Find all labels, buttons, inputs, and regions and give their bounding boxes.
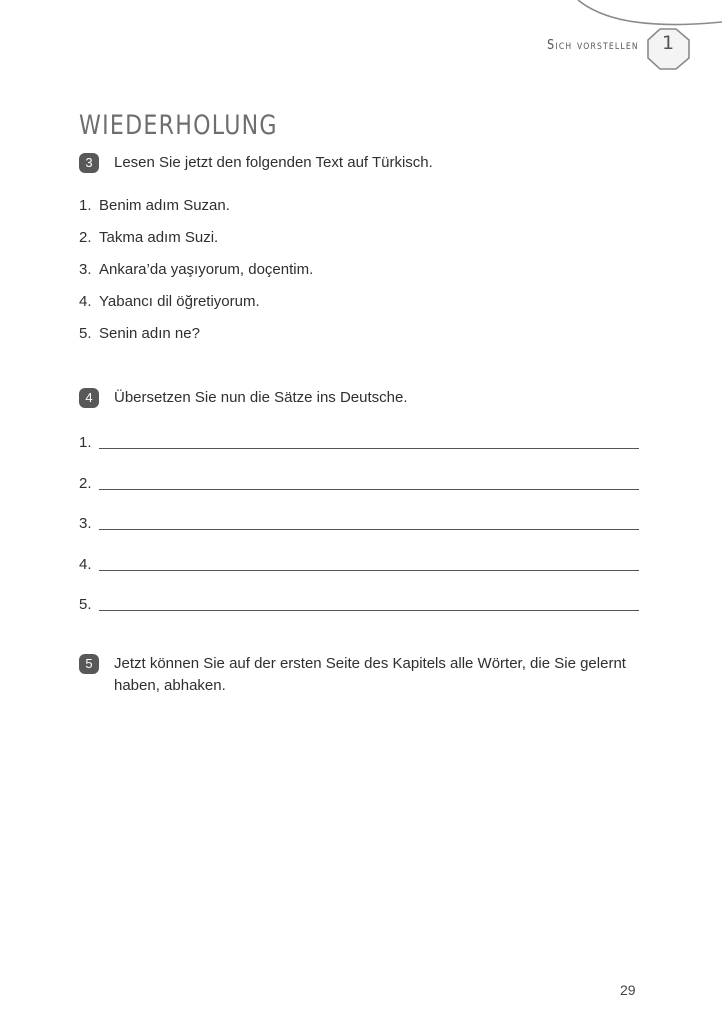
answer-line[interactable] [99, 554, 639, 571]
answer-line[interactable] [99, 473, 639, 490]
header-curve-line [578, 0, 722, 25]
answer-row: 2. [79, 469, 639, 493]
exercise-instruction: Lesen Sie jetzt den folgenden Text auf Türkisch. [114, 154, 433, 171]
list-item: 5. Senin adın ne? [79, 323, 313, 355]
answer-row: 3. [79, 509, 639, 533]
sentence-list [79, 195, 313, 355]
list-item: 2. Takma adım Suzi. [79, 227, 313, 259]
answer-row: 5. [79, 590, 639, 614]
chapter-number: 1 [661, 32, 675, 54]
sentence-text: Yabancı dil öğretiyorum. [99, 293, 260, 310]
section-heading: WIEDERHOLUNG [79, 110, 278, 141]
list-item: 4. Yabancı dil öğretiyorum. [79, 291, 313, 323]
sentence-text: Senin adın ne? [99, 325, 200, 342]
exercise-4 [79, 387, 639, 409]
exercise-5 [79, 653, 639, 697]
page-number: 29 [620, 982, 636, 998]
chapter-title: Sich vorstellen [547, 38, 639, 53]
exercise-number-badge: 3 [79, 153, 99, 173]
exercise-number-badge: 5 [79, 654, 99, 674]
sentence-text: Ankara’da yaşıyorum, doçentim. [99, 261, 314, 278]
exercise-3 [79, 152, 639, 174]
answer-row: 1. [79, 428, 639, 452]
sentence-text: Benim adım Suzan. [99, 197, 230, 214]
answer-line[interactable] [99, 594, 639, 611]
exercise-number-badge: 4 [79, 388, 99, 408]
sentence-text: Takma adım Suzi. [99, 229, 219, 246]
answer-line[interactable] [99, 513, 639, 530]
exercise-instruction: Jetzt können Sie auf der ersten Seite des Kapitels alle Wörter, die Sie gelernt haben, abhaken. [114, 655, 626, 694]
list-item: 1. Benim adım Suzan. [79, 195, 313, 227]
answer-row: 4. [79, 550, 639, 574]
exercise-instruction: Übersetzen Sie nun die Sätze ins Deutsche. [114, 389, 408, 406]
answer-line[interactable] [99, 432, 639, 449]
list-item: 3. Ankara’da yaşıyorum, doçentim. [79, 259, 313, 291]
